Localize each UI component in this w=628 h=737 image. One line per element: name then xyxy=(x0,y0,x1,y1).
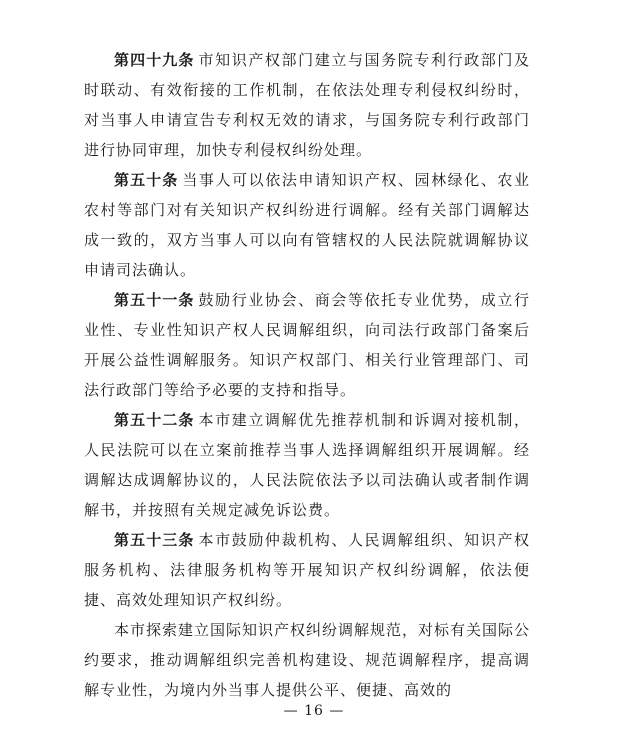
article-52-title: 第五十二条 xyxy=(114,411,195,429)
article-51-body: 鼓励行业协会、商会等依托专业优势，成立行业性、专业性知识产权人民调解组织，向司法行政部门备案后开展公益性调解服务。知识产权部门、相关行业管理部门、司法行政部门等给予必要的支持和指导。 xyxy=(84,291,530,399)
article-49 xyxy=(84,45,530,165)
page-number: — 16 — xyxy=(283,703,345,719)
article-50-title: 第五十条 xyxy=(114,171,179,189)
article-53 xyxy=(84,525,530,615)
article-53-paragraph-2 xyxy=(84,615,530,705)
article-49-body: 市知识产权部门建立与国务院专利行政部门及时联动、有效衔接的工作机制，在依法处理专利侵权纠纷时，对当事人申请宣告专利权无效的请求，与国务院专利行政部门进行协同审理，加快专利侵权纠纷处理。 xyxy=(84,51,530,159)
article-50 xyxy=(84,165,530,285)
article-53-body: 本市鼓励仲裁机构、人民调解组织、知识产权服务机构、法律服务机构等开展知识产权纠纷调解，依法便捷、高效处理知识产权纠纷。 xyxy=(84,531,530,609)
article-52-body: 本市建立调解优先推荐机制和诉调对接机制，人民法院可以在立案前推荐当事人选择调解组织开展调解。经调解达成调解协议的，人民法院依法予以司法确认或者制作调解书，并按照有关规定减免诉讼费。 xyxy=(84,411,530,519)
article-52 xyxy=(84,405,530,525)
article-51 xyxy=(84,285,530,405)
article-49-title: 第四十九条 xyxy=(114,51,195,69)
document-page xyxy=(84,45,530,705)
article-53-paragraph-2-body: 本市探索建立国际知识产权纠纷调解规范，对标有关国际公约要求，推动调解组织完善机构建设、规范调解程序，提高调解专业性，为境内外当事人提供公平、便捷、高效的 xyxy=(84,621,531,699)
article-50-body: 当事人可以依法申请知识产权、园林绿化、农业农村等部门对有关知识产权纠纷进行调解。经有关部门调解达成一致的，双方当事人可以向有管辖权的人民法院就调解协议申请司法确认。 xyxy=(84,171,530,279)
article-51-title: 第五十一条 xyxy=(114,291,195,309)
article-53-title: 第五十三条 xyxy=(114,531,195,549)
